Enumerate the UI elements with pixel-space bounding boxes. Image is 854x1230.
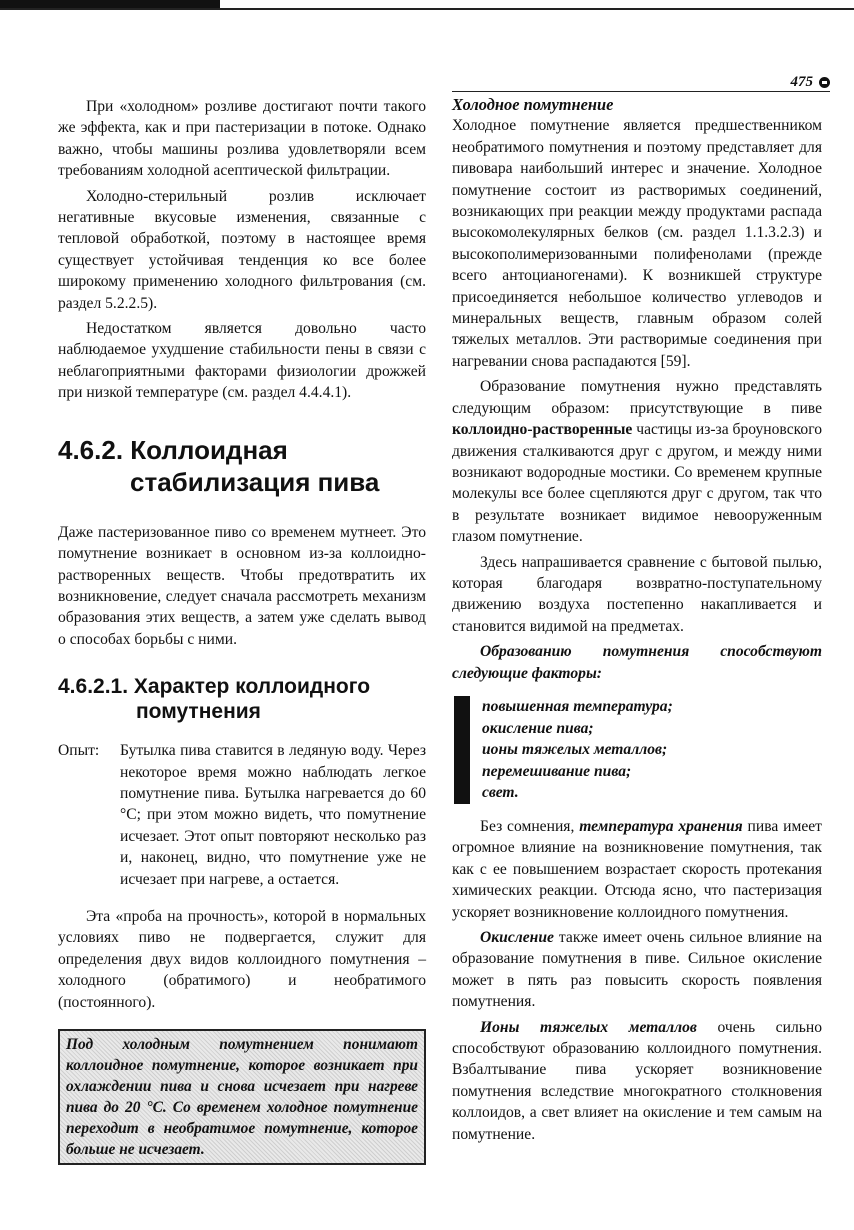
subsection-heading-line1: 4.6.2.1. Характер коллоидного <box>58 675 371 699</box>
factors-list-block <box>454 696 822 804</box>
paragraph: Даже пастеризованное пиво со временем мутнеет. Это помутнение возникает в основном из-за коллоидно-растворенных веществ. Чтобы предотвратить их возникновение, следует сначала рассмотреть механизм образования этих веществ, а затем уже сделать вывод о способах борьбы с ними. <box>58 523 426 648</box>
term-bold-italic: Окисление <box>480 928 554 946</box>
subsection-heading <box>58 674 426 724</box>
page-number-text: 475 <box>790 74 813 90</box>
paragraph <box>452 927 822 1013</box>
section-heading <box>58 434 426 498</box>
paragraph <box>452 376 822 547</box>
paragraph: Холодно-стерильный розлив исключает негативные вкусовые изменения, связанные с тепловой обработкой, поэтому в настоящее время существует устойчивая тенденция ко все более широкому применению холодного фильтрования (см. раздел 5.2.2.5). <box>58 187 426 312</box>
definition-text: Под холодным помутнением понимают коллоидное помутнение, которое возникает при охлаждении пива и снова исчезает при нагреве пива до 20 °С. Со временем холодное помутнение переходит в необратимое помутнение, которое больше не исчезает. <box>66 1036 418 1158</box>
section-heading-line1: 4.6.2. Коллоидная <box>58 434 288 465</box>
experiment-text: Бутылка пива ставится в ледяную воду. Через некоторое время можно наблюдать легкое помутнение пива. Бутылка нагревается до 60 °С; при этом можно видеть, что помутнение исчезает. Этот опыт повторяют несколько раз и, наконец, видно, что помутнение уже не исчезает при нагреве, а остается. <box>120 742 426 888</box>
top-bar-stripe <box>0 0 220 8</box>
list-item: повышенная температура; <box>482 697 673 715</box>
term-bold-italic: температура хранения <box>579 817 743 835</box>
text-run: частицы из-за броуновского движения сталкиваются друг с другом, и между ними возникают водородные мостики. Со временем крупные молекулы все более сцепляются друг с другом, так что в результате возникает видимое невооруженным глазом помутнение. <box>452 421 822 546</box>
text-run: также имеет очень сильное влияние на образование помутнения в пиве. Сильное окисление может в пять раз повысить скорость появления помутнения. <box>452 928 822 1011</box>
text-run: Образование помутнения нужно представлять следующим образом: присутствующие в пиве <box>452 378 822 417</box>
left-column <box>58 96 426 1165</box>
subsection-heading-line2: помутнения <box>136 700 261 724</box>
factors-side-bar <box>454 696 470 804</box>
right-column <box>452 94 822 1145</box>
paragraph: Холодное помутнение является предшественником необратимого помутнения и поэтому представляет для пивовара наибольший интерес и значение. Холодное помутнение состоит из растворимых соединений, возникающих при реакции между продуктами распада высокомолекулярных белков (см. раздел 1.1.3.2.3) и высокополимеризованными полифенолами (прежде всего антоцианогенами). К возникшей структуре присоединяется небольшое количество углеводов и минеральных веществ, главным образом солей тяжелых металлов. Эти растворимые соединения при нагревании снова распадаются [59]. <box>452 117 822 370</box>
list-item: свет. <box>482 784 519 802</box>
header-rule <box>452 91 830 92</box>
top-bar <box>0 0 854 12</box>
page-number <box>791 74 831 91</box>
top-bar-line <box>0 8 854 10</box>
subheading: Холодное помутнение <box>452 95 614 114</box>
page-marker-icon <box>819 77 830 88</box>
paragraph: Здесь напрашивается сравнение с бытовой пылью, которая благодаря возвратно-поступательному движению воздуха постепенно накапливается и становится видимой на предметах. <box>452 553 822 635</box>
factors-intro: Образованию помутнения способствуют следующие факторы: <box>452 643 822 682</box>
text-run: очень сильно способствуют образованию коллоидного помутнения. Взбалтывание пива ускоряет возникновение помутнения вследствие многократного столкновения коллоидов, а свет влияет на окисление и тем самым на помутнение. <box>452 1018 822 1143</box>
text-run: пива имеет огромное влияние на возникновение помутнения, так как с ее повышением возрастает скорость протекания химических реакции. Отсюда ясно, что пастеризация ускоряет возникновение коллоидного помутнения. <box>452 817 822 921</box>
paragraph: При «холодном» розливе достигают почти такого же эффекта, как и при пастеризации в потоке. Однако важно, чтобы машины розлива удовлетворяли всем требованиям холодной асептической фильтрации. <box>58 98 426 180</box>
experiment-block <box>58 740 426 890</box>
list-item: окисление пива; <box>482 719 594 737</box>
list-item: перемешивание пива; <box>482 762 632 780</box>
paragraph: Недостатком является довольно часто наблюдаемое ухудшение стабильности пены в связи с неблагоприятными факторами физиологии дрожжей при низкой температуре (см. раздел 4.4.4.1). <box>58 320 426 402</box>
paragraph <box>452 1017 822 1145</box>
paragraph <box>452 816 822 923</box>
experiment-label: Опыт: <box>58 742 100 760</box>
factors-list <box>482 696 673 804</box>
list-item: ионы тяжелых металлов; <box>482 741 668 759</box>
term-bold-italic: Ионы тяжелых металлов <box>480 1018 697 1036</box>
section-heading-line2: стабилизация пива <box>130 466 380 497</box>
paragraph: Эта «проба на прочность», которой в нормальных условиях пиво не подвергается, служит для определения двух видов коллоидного помутнения – холодного (обратимого) и необратимого (постоянного). <box>58 907 426 1011</box>
definition-box <box>58 1029 426 1165</box>
text-run: Без сомнения, <box>480 817 580 835</box>
term-bold: коллоидно-растворенные <box>452 421 633 439</box>
